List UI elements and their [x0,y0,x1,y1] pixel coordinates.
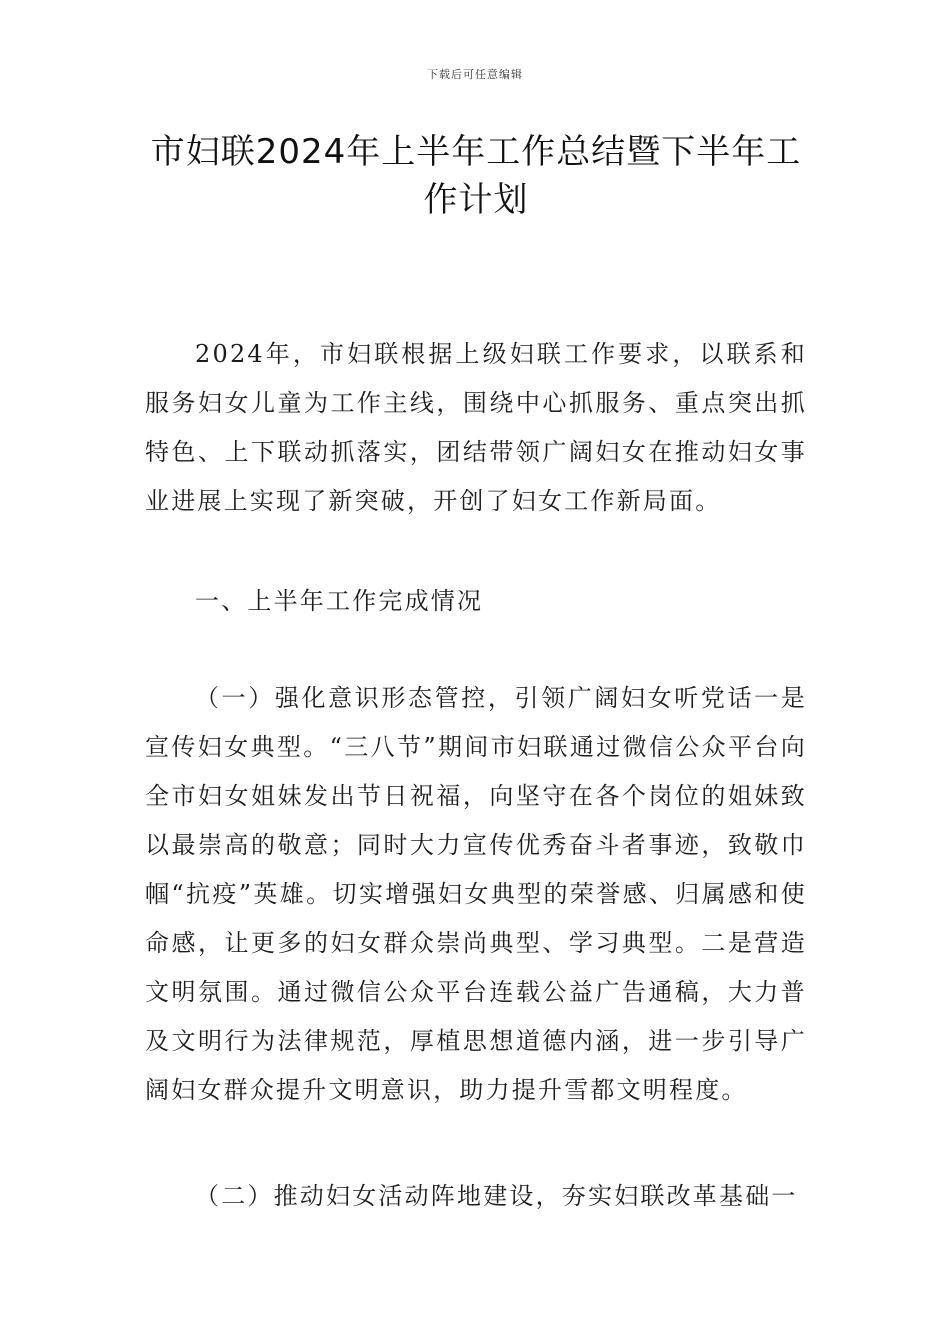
header-note: 下载后可任意编辑 [427,68,523,81]
subsection-paragraph-1: （一）强化意识形态管控，引领广阔妇女听党话一是宣传妇女典型。“三八节”期间市妇联通过微信公众平台向全市妇女姐妹发出节日祝福，向坚守在各个岗位的姐妹致以最崇高的敬意；同时大力宣传优秀奋斗者事迹，致敬巾帼“抗疫”英雄。切实增强妇女典型的荣誉感、归属感和使命感，让更多的妇女群众崇尚典型、学习典型。二是营造文明氛围。通过微信公众平台连载公益广告通稿，大力普及文明行为法律规范，厚植思想道德内涵，进一步引导广阔妇女群众提升文明意识，助力提升雪都文明程度。 [145,684,807,1104]
subsection-paragraph-2: （二）推动妇女活动阵地建设，夯实妇联改革基础一 [195,1182,798,1210]
document-title: 市妇联2024年上半年工作总结暨下半年工作计划 [150,132,802,220]
intro-paragraph: 2024年，市妇联根据上级妇联工作要求，以联系和服务妇女儿童为工作主线，围绕中心抓服务、重点突出抓特色、上下联动抓落实，团结带领广阔妇女在推动妇女事业进展上实现了新突破，开创了妇女工作新局面。 [145,340,807,515]
section-heading: 一、上半年工作完成情况 [195,587,484,615]
